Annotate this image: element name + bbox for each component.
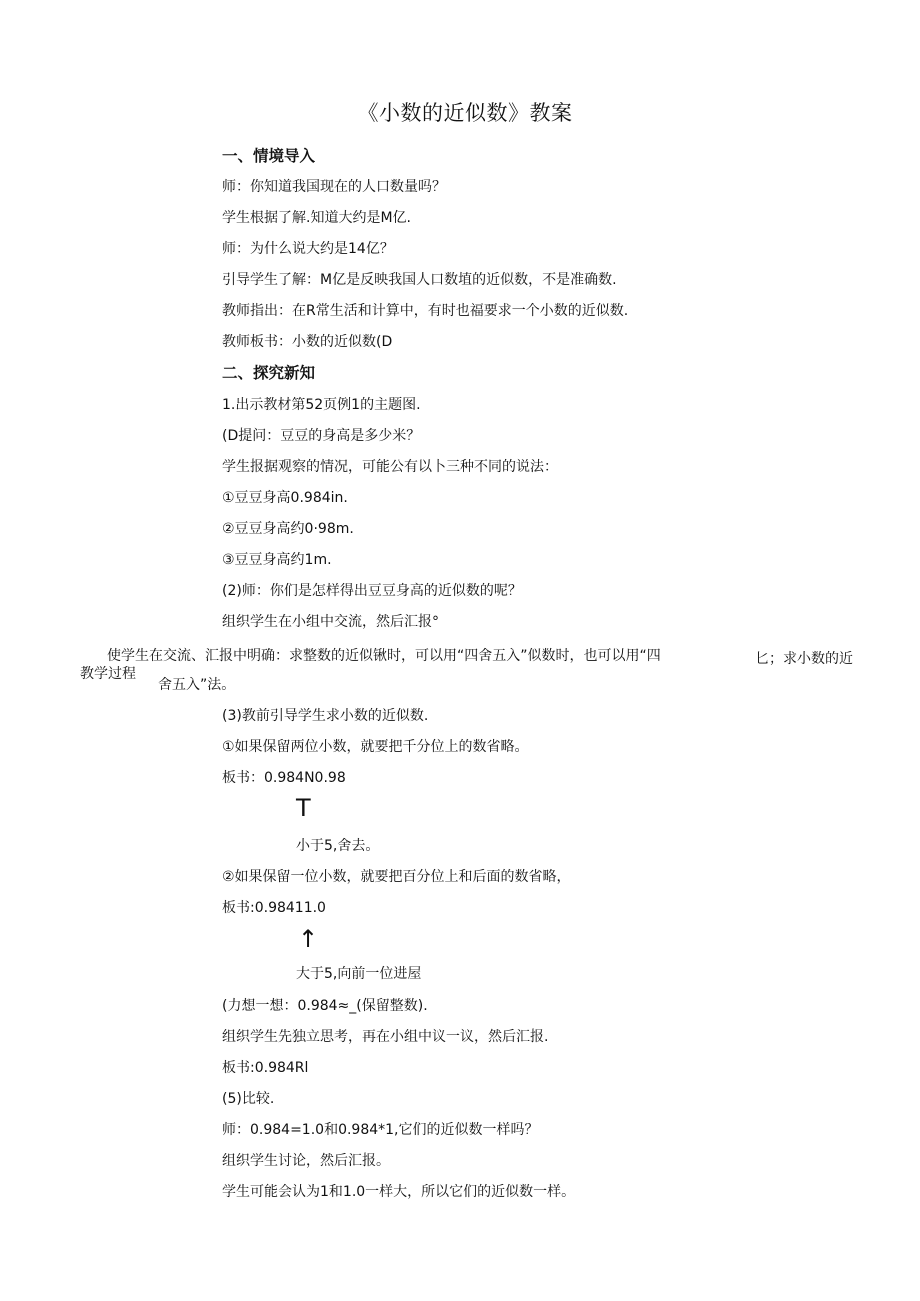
text-line: ②如果保留一位小数，就要把百分位上和后面的数省略， — [222, 869, 571, 885]
text-line: (力想一想：0.984≈_(保留整数). — [222, 998, 428, 1014]
text-line: 学生可能会认为1和1.0一样大，所以它们的近似数一样。 — [222, 1184, 576, 1200]
board-line: 板书：0.984N0.98 — [222, 770, 346, 786]
text-line: (3)教前引导学生求小数的近似数. — [222, 708, 429, 724]
text-line: 组织学生先独立思考，再在小组中议一议，然后汇报. — [222, 1029, 549, 1045]
text-line: ①豆豆身高0.984in. — [222, 490, 348, 506]
board-line: 板书:0.984Rl — [222, 1060, 309, 1076]
document-title: 《小数的近似数》教案 — [357, 101, 573, 125]
text-line: (5)比较. — [222, 1091, 275, 1107]
annotation-note: 小于5,舍去。 — [296, 838, 380, 854]
text-line: 师：为什么说大约是14亿？ — [222, 241, 394, 257]
text-line: ③豆豆身高约1m. — [222, 552, 332, 568]
text-line: 师：0.984=1.0和0.984*1,它们的近似数一样吗？ — [222, 1122, 539, 1138]
text-line: (2)师：你们是怎样得出豆豆身高的近似数的呢？ — [222, 583, 522, 599]
text-line: 学生根据了解.知道大约是M亿. — [222, 210, 411, 226]
text-line: 师：你知道我国现在的人口数量吗？ — [222, 179, 446, 195]
text-line: 1.出示教材第52页例1的主题图. — [222, 397, 421, 413]
text-line: 组织学生讨论，然后汇报。 — [222, 1153, 390, 1169]
text-line: ①如果保留两位小数，就要把千分位上的数省略。 — [222, 739, 529, 755]
text-line: 组织学生在小组中交流，然后汇报° — [222, 614, 439, 630]
board-line: 板书:0.98411.0 — [222, 900, 326, 916]
text-line: 教师指出：在R常生活和计算中，有时也福要求一个小数的近似数. — [222, 303, 629, 319]
process-statement-right: 匕；求小数的近 — [755, 651, 853, 667]
section-heading-explore: 二、探究新知 — [222, 364, 316, 382]
down-arrow-mark-icon: T — [296, 794, 311, 822]
text-line: 引导学生了解：M亿是反映我国人口数埴的近似数，不是准确数. — [222, 272, 617, 288]
text-line: (D提问：豆豆的身高是多少米？ — [222, 428, 421, 444]
section-heading-intro: 一、情境导入 — [222, 147, 316, 165]
side-label-teaching-process: 教学过程 — [80, 666, 136, 682]
text-line: 教师板书：小数的近似数(D — [222, 334, 393, 350]
text-line: ②豆豆身高约0·98m. — [222, 521, 354, 537]
up-arrow-icon: ↑ — [298, 925, 319, 953]
annotation-note: 大于5,向前一位进屋 — [296, 966, 422, 982]
process-statement-cont: 舍五入”法。 — [158, 677, 236, 693]
text-line: 学生报据观察的情况，可能公有以卜三种不同的说法： — [222, 459, 558, 475]
process-statement: 使学生在交流、汇报中明确：求整数的近似锹时，可以用“四舍五入”似数时，也可以用“四 — [107, 648, 661, 664]
